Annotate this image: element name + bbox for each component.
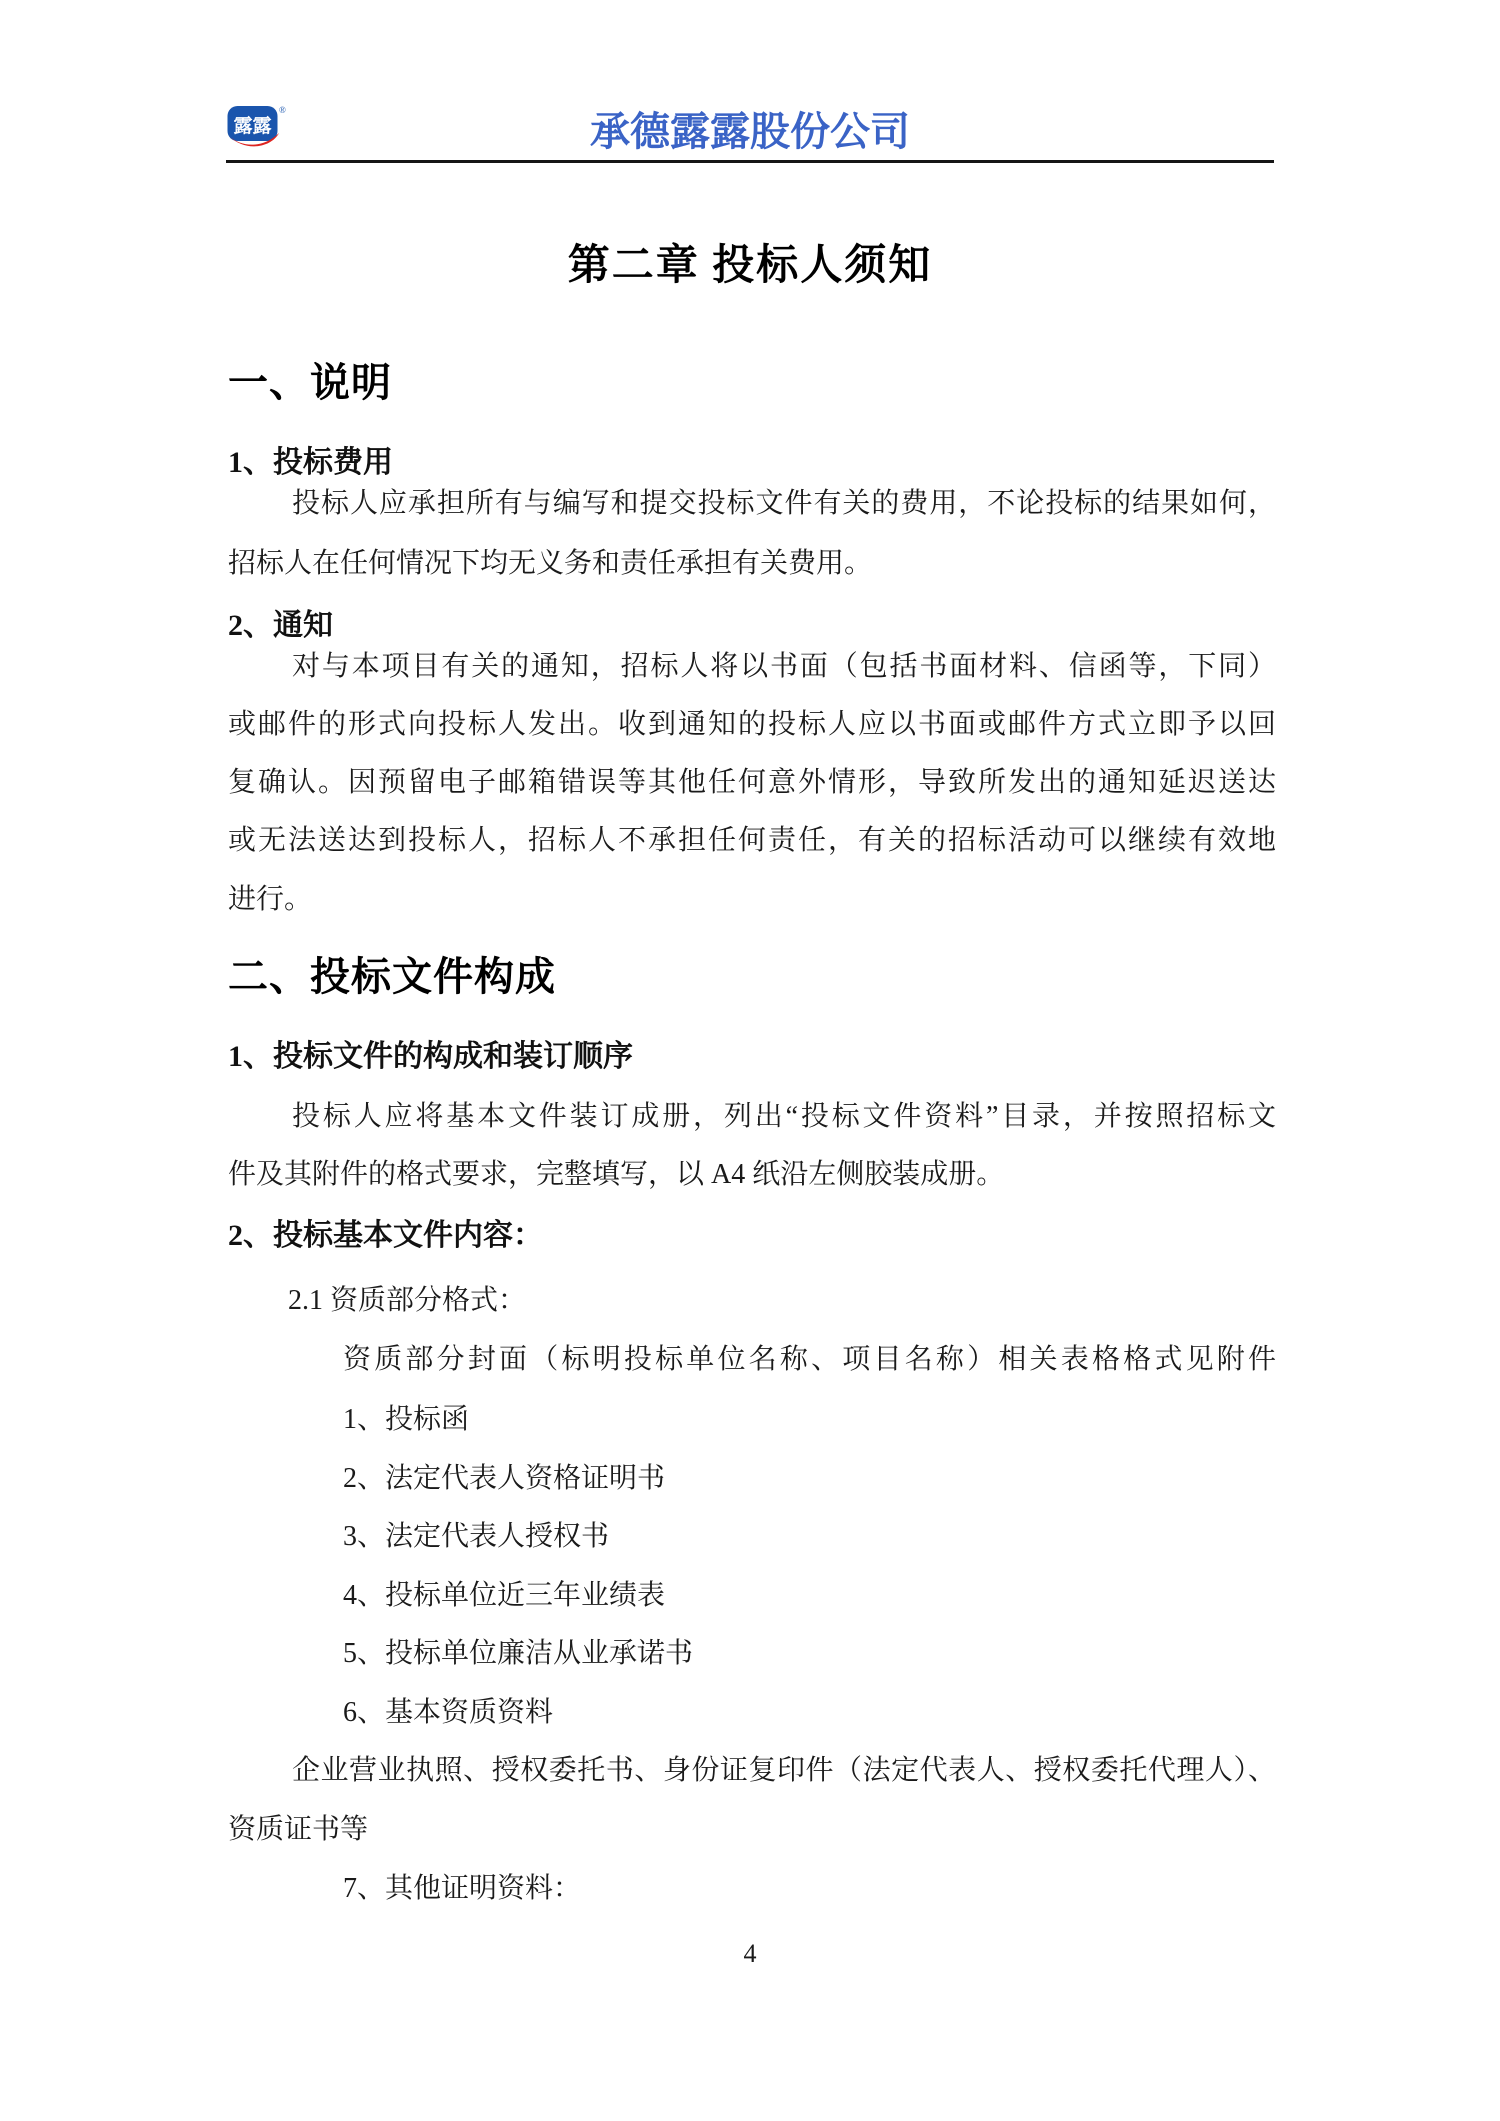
paragraph-line: 资质部分封面（标明投标单位名称、项目名称）相关表格格式见附件 <box>343 1344 1276 1375</box>
header-rule <box>226 160 1274 163</box>
page-number: 4 <box>743 1939 757 1968</box>
paragraph-line: 企业营业执照、授权委托书、身份证复印件（法定代表人、授权委托代理人）、 <box>292 1755 1276 1786</box>
list-item: 5、投标单位廉洁从业承诺书 <box>343 1638 694 1669</box>
company-name: 承德露露股份公司 <box>590 110 910 154</box>
section1-heading: 一、说明 <box>228 360 392 405</box>
paragraph-line: 资质证书等 <box>228 1814 369 1845</box>
list-item: 7、其他证明资料： <box>343 1873 582 1904</box>
list-item: 3、法定代表人授权书 <box>343 1521 610 1552</box>
paragraph-line: 招标人在任何情况下均无义务和责任承担有关费用。 <box>228 548 873 579</box>
subsection-2-1-heading: 2.1 资质部分格式： <box>288 1285 527 1316</box>
list-item: 6、基本资质资料 <box>343 1697 554 1728</box>
paragraph-line: 对与本项目有关的通知，招标人将以书面（包括书面材料、信函等，下同） <box>292 651 1276 682</box>
item-bid-cost-heading: 1、投标费用 <box>228 446 393 479</box>
chapter-title: 第二章 投标人须知 <box>567 243 933 289</box>
list-item: 2、法定代表人资格证明书 <box>343 1463 666 1494</box>
paragraph-line: 复确认。因预留电子邮箱错误等其他任何意外情形，导致所发出的通知延迟送达 <box>228 767 1276 798</box>
paragraph-line: 或无法送达到投标人，招标人不承担任何责任，有关的招标活动可以继续有效地 <box>228 825 1276 856</box>
logo-characters: 露露 <box>233 116 272 137</box>
item-basic-content-heading: 2、投标基本文件内容： <box>228 1219 543 1252</box>
list-item: 1、投标函 <box>343 1404 470 1435</box>
paragraph-line: 投标人应将基本文件装订成册，列出“投标文件资料”目录，并按照招标文 <box>292 1101 1276 1132</box>
paragraph-line: 投标人应承担所有与编写和提交投标文件有关的费用，不论投标的结果如何， <box>292 488 1276 519</box>
paragraph-line: 或邮件的形式向投标人发出。收到通知的投标人应以书面或邮件方式立即予以回 <box>228 709 1276 740</box>
section2-heading: 二、投标文件构成 <box>228 954 556 999</box>
paragraph-line: 件及其附件的格式要求，完整填写，以 A4 纸沿左侧胶装成册。 <box>228 1159 1005 1190</box>
item-composition-heading: 1、投标文件的构成和装订顺序 <box>228 1040 633 1073</box>
registered-trademark-symbol: ® <box>279 105 286 115</box>
list-item: 4、投标单位近三年业绩表 <box>343 1580 666 1611</box>
item-notice-heading: 2、通知 <box>228 609 333 642</box>
paragraph-line: 进行。 <box>228 884 313 915</box>
